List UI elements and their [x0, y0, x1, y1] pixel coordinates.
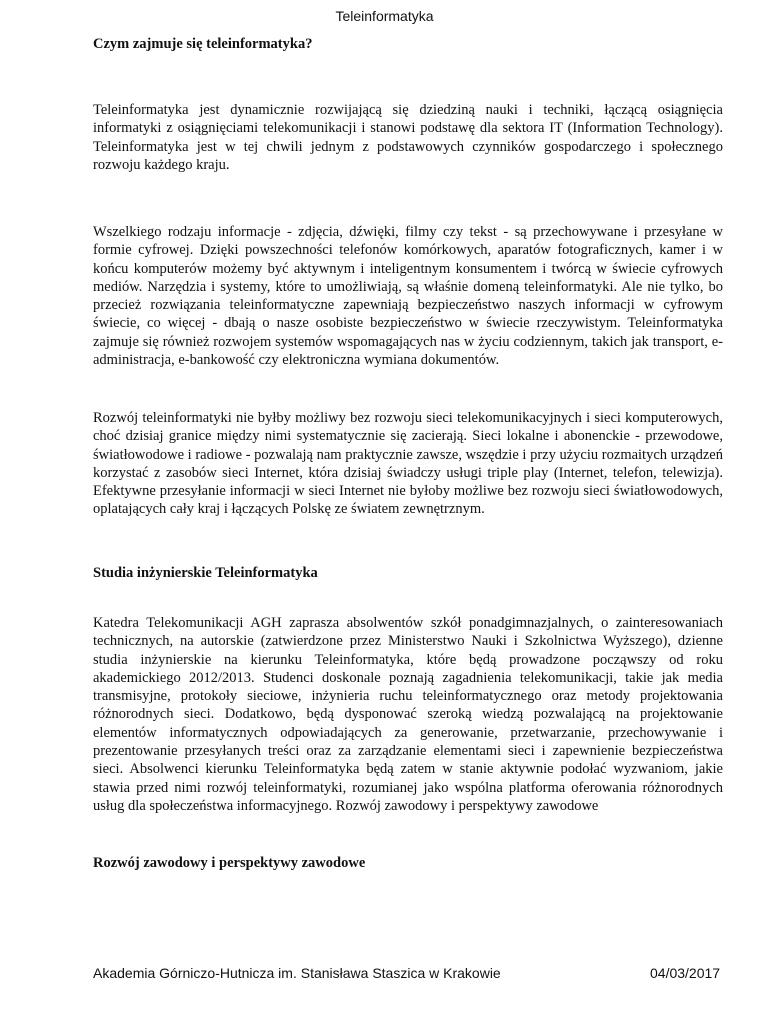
paragraph-studies-description: Katedra Telekomunikacji AGH zaprasza absolwentów szkół ponadgimnazjalnych, o zainteresowaniach technicznych, na autorskie (zatwierdzone przez Ministerstwo Nauki i Szkolnictwa Wyższego), dzienne studia inżynierskie na kierunku Teleinformatyka, które będą prowadzone począwszy od roku akademickiego 2012/2013. Studenci doskonale poznają zagadnienia telekomunikacji, takie jak media transmisyjne, protokoły sieciowe, inżynieria ruchu teleinformatycznego oraz metody projektowania różnorodnych sieci. Dodatkowo, będą dysponować szeroką wiedzą pozwalającą na projektowanie elementów informatycznych odpowiadających za generowanie, przetwarzanie, przechowywanie i prezentowanie przesyłanych treści oraz za zarządzanie elementami sieci i zapewnienie bezpieczeństwa sieci. Absolwenci kierunku Teleinformatyka będą zatem w stanie aktywnie podołać wyzwaniom, jakie stawia przed nimi rozwój teleinformatyki, rozumianej jako wspólna platforma oferowania różnorodnych usług dla społeczeństwa informacyjnego. Rozwój zawodowy i perspektywy zawodowe [93, 615, 723, 814]
footer-institution: Akademia Górniczo-Hutnicza im. Stanisława Staszica w Krakowie [93, 965, 501, 981]
page-header-title: Teleinformatyka [335, 8, 434, 24]
section-heading-what-is: Czym zajmuje się teleinformatyka? [93, 36, 313, 52]
paragraph-digital-information: Wszelkiego rodzaju informacje - zdjęcia, dźwięki, filmy czy tekst - są przechowywane i przesyłane w formie cyfrowej. Dzięki powszechności telefonów komórkowych, aparatów fotograficznych, kamer i w końcu komputerów możemy być aktywnym i inteligentnym konsumentem i twórcą w świecie cyfrowych mediów. Narzędzia i systemy, które to umożliwiają, są właśnie domeną teleinformatyki. Ale nie tylko, bo przecież rozwiązania teleinformatyczne zapewniają bezpieczeństwo naszych informacji w cyfrowym świecie, co więcej - dbają o nasze osobiste bezpieczeństwo w świecie rzeczywistym. Teleinformatyka zajmuje się również rozwojem systemów wspomagających nas w życiu codziennym, takich jak transport, e-administracja, e-bankowość czy elektroniczna wymiana dokumentów. [93, 224, 723, 369]
footer-date: 04/03/2017 [650, 965, 721, 981]
paragraph-network-development: Rozwój teleinformatyki nie byłby możliwy bez rozwoju sieci telekomunikacyjnych i sieci komputerowych, choć dzisiaj granice między nimi systematycznie się zacierają. Sieci lokalne i abonenckie - przewodowe, światłowodowe i radiowe - pozwalają nam praktycznie zawsze, wszędzie i przy użyciu rozmaitych urządzeń korzystać z zasobów sieci Internet, która dzisiaj świadczy usługi triple play (Internet, telefon, telewizja). Efektywne przesyłanie informacji w sieci Internet nie byłoby możliwe bez rozwoju sieci światłowodowych, oplatających cały kraj i łączących Polskę ze światem zewnętrznym. [93, 410, 723, 518]
section-heading-engineering-studies: Studia inżynierskie Teleinformatyka [93, 565, 318, 581]
paragraph-intro: Teleinformatyka jest dynamicznie rozwijającą się dziedziną nauki i techniki, łączącą osiągnięcia informatyki z osiągnięciami telekomunikacji i stanowi podstawę dla sektora IT (Information Technology). Teleinformatyka jest w tej chwili jednym z podstawowych czynników gospodarczego i społecznego rozwoju każdego kraju. [93, 102, 723, 173]
section-heading-career: Rozwój zawodowy i perspektywy zawodowe [93, 855, 366, 871]
